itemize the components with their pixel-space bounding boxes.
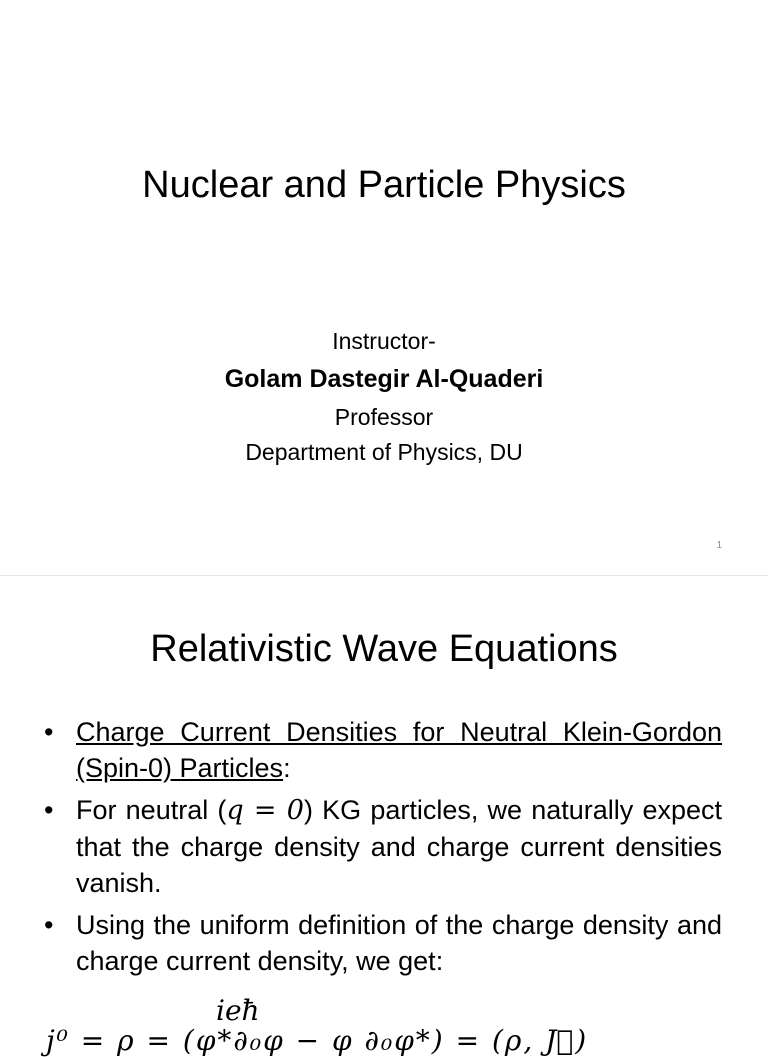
bullet-item [44, 792, 722, 901]
instructor-position: Professor [334, 404, 434, 430]
bullet-text-pre: For neutral ( [76, 795, 227, 825]
slide-title: Relativistic Wave Equations [150, 628, 618, 670]
instructor-label: Instructor- [332, 328, 436, 354]
bullet-dot-icon: • [44, 717, 54, 747]
bullet-dot-icon: • [44, 910, 54, 940]
content-slide [0, 576, 768, 1057]
equation [0, 996, 768, 1056]
bullet-item [44, 714, 722, 786]
bullet-text: Using the uniform definition of the charge density and charge current density, we get: [76, 910, 722, 976]
instructor-name: Golam Dastegir Al-Quaderi [224, 365, 544, 393]
equation-line: j⁰ = ρ = (φ*∂₀φ − φ ∂₀φ*) = (ρ, J⃗) [46, 1024, 589, 1057]
bullet-item [44, 907, 722, 979]
bullet-list [44, 714, 722, 985]
bullet-heading: Charge Current Densities for Neutral Klein-Gordon (Spin-0) Particles [76, 717, 722, 783]
slide-title: Nuclear and Particle Physics [142, 164, 626, 206]
bullet-dot-icon: • [44, 795, 54, 825]
page-number: 1 [716, 540, 722, 551]
equation-fraction: ieħ [216, 994, 260, 1027]
math-expression: q = 0 [226, 795, 304, 826]
bullet-text-post: ) KG particles, we naturally expect that the charge density and charge current densities vanish. [76, 795, 722, 898]
instructor-department: Department of Physics, DU [245, 439, 523, 465]
bullet-suffix: : [283, 753, 291, 783]
